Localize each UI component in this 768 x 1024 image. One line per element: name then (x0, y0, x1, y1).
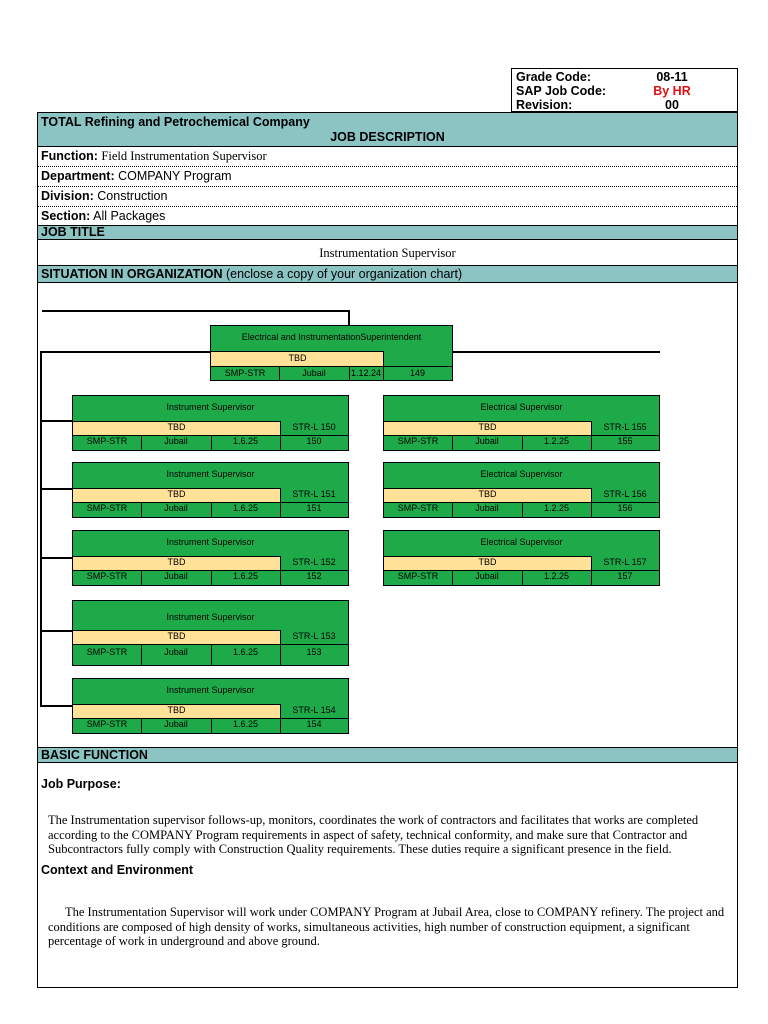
grade-code-value: 08-11 (656, 70, 688, 84)
department-row (38, 167, 737, 187)
org-box-instrument-supervisor (72, 600, 349, 666)
org-box-title: Instrument Supervisor (166, 685, 255, 695)
org-box-date: 1.6.25 (232, 571, 259, 581)
org-box-name: TBD (167, 705, 186, 715)
org-box-name: TBD (167, 422, 186, 432)
org-box-electrical-supervisor (383, 530, 660, 586)
org-box-date: 1.2.25 (543, 571, 570, 581)
org-line-left-branch (40, 351, 211, 353)
situation-heading: SITUATION IN ORGANIZATION (41, 267, 223, 281)
org-box-code: STR-L 154 (292, 705, 336, 715)
org-box-location: Jubail (164, 436, 188, 446)
org-box-number: 149 (409, 368, 426, 378)
org-box-location: Jubail (164, 719, 188, 729)
org-box-instrument-supervisor (72, 678, 349, 734)
org-box-dept: SMP-STR (224, 368, 266, 378)
org-box-title: Electrical Supervisor (480, 537, 563, 547)
situation-heading-row (41, 267, 462, 281)
org-line-left-vertical (40, 351, 42, 707)
org-box-dept: SMP-STR (86, 719, 128, 729)
org-box-number: 153 (306, 647, 322, 657)
function-value: Field Instrumentation Supervisor (101, 149, 267, 163)
org-box-date: 1.6.25 (232, 719, 259, 729)
org-box-name: TBD (288, 353, 307, 363)
org-box-location: Jubail (164, 647, 188, 657)
org-box-title: Instrument Supervisor (166, 612, 255, 622)
org-box-title: Instrument Supervisor (166, 402, 255, 412)
job-purpose-label: Job Purpose: (41, 777, 121, 791)
org-box-date: 1.12.24 (350, 368, 382, 378)
org-box-name: TBD (478, 422, 497, 432)
situation-note: (enclose a copy of your organization chart) (222, 267, 463, 281)
org-box-title: Electrical Supervisor (480, 402, 563, 412)
org-connector (40, 488, 73, 490)
org-box-name-cell (73, 488, 280, 503)
org-box-title: Electrical Supervisor (480, 469, 563, 479)
org-box-dept: SMP-STR (86, 647, 128, 657)
org-box-location: Jubail (475, 571, 499, 581)
org-box-name-cell (384, 488, 591, 503)
org-box-instrument-supervisor (72, 462, 349, 518)
section-label: Section: (41, 209, 91, 223)
org-box-title: Instrument Supervisor (166, 469, 255, 479)
org-box-name: TBD (167, 557, 186, 567)
org-box-code: STR-L 153 (292, 631, 336, 641)
org-box-number: 156 (617, 503, 633, 513)
org-box-name-cell (73, 421, 280, 436)
function-row (38, 147, 737, 167)
org-line-top-drop (348, 310, 350, 326)
org-box-name: TBD (167, 489, 186, 499)
company-name: TOTAL Refining and Petrochemical Company (41, 115, 310, 129)
sap-job-code-value: By HR (653, 84, 691, 98)
org-box-location: Jubail (164, 503, 188, 513)
department-label: Department: (41, 169, 115, 183)
org-box-code: STR-L 152 (292, 557, 336, 567)
org-box-date: 1.6.25 (232, 647, 259, 657)
function-label: Function: (41, 149, 98, 163)
org-box-date: 1.2.25 (543, 503, 570, 513)
org-box-name-cell (73, 704, 280, 719)
org-box-divider (211, 366, 452, 367)
org-box-location: Jubail (475, 436, 499, 446)
org-box-dept: SMP-STR (397, 571, 439, 581)
org-box-number: 152 (306, 571, 322, 581)
org-connector (40, 630, 73, 632)
org-box-name: TBD (478, 557, 497, 567)
department-value: COMPANY Program (118, 169, 232, 183)
document-title: JOB DESCRIPTION (330, 130, 445, 144)
org-box-dept: SMP-STR (86, 436, 128, 446)
org-connector (40, 705, 73, 707)
org-box-title: Electrical and InstrumentationSuperintendent (241, 332, 422, 342)
basic-function-header (38, 747, 737, 763)
grade-code-label: Grade Code: (516, 70, 592, 84)
org-box-code: STR-L 151 (292, 489, 336, 499)
org-box-name-cell (211, 351, 384, 367)
situation-header (38, 266, 737, 283)
org-box-name-cell (384, 556, 591, 571)
org-line-right-branch (452, 351, 660, 353)
org-box-location: Jubail (164, 571, 188, 581)
org-box-dept: SMP-STR (397, 436, 439, 446)
org-box-number: 150 (306, 436, 322, 446)
division-row (38, 187, 737, 207)
form-header (38, 113, 737, 147)
grade-code-box (511, 68, 738, 112)
org-box-name: TBD (167, 631, 186, 641)
org-box-code: STR-L 156 (603, 489, 647, 499)
org-box-dept: SMP-STR (86, 571, 128, 581)
org-box-date: 1.6.25 (232, 503, 259, 513)
division-label: Division: (41, 189, 94, 203)
org-box-dept: SMP-STR (397, 503, 439, 513)
org-box-name-cell (73, 556, 280, 571)
job-title-value: Instrumentation Supervisor (38, 240, 737, 266)
division-value: Construction (97, 189, 168, 203)
org-box-dept: SMP-STR (86, 503, 128, 513)
org-box-name-cell (73, 630, 280, 645)
org-line-top (42, 310, 349, 312)
org-box-title: Instrument Supervisor (166, 537, 255, 547)
org-box-code: STR-L 155 (603, 422, 647, 432)
org-box-instrument-supervisor (72, 530, 349, 586)
org-box-date: 1.6.25 (232, 436, 259, 446)
org-box-number: 154 (306, 719, 322, 729)
basic-function-heading: BASIC FUNCTION (41, 748, 148, 762)
sap-job-code-label: SAP Job Code: (516, 84, 607, 98)
context-text: The Instrumentation Supervisor will work under COMPANY Program at Jubail Area, close to COMPANY refinery. The project and conditions are composed of high density of works, simultaneous activities, high number of construction equipment, a significant percentage of work in underground and above ground. (48, 905, 725, 948)
org-box-electrical-supervisor (383, 395, 660, 451)
org-box-code: STR-L 150 (292, 422, 336, 432)
org-box-name-cell (384, 421, 591, 436)
org-box-code: STR-L 157 (603, 557, 647, 567)
section-value: All Packages (93, 209, 166, 223)
org-connector (40, 420, 73, 422)
org-box-number: 151 (306, 503, 322, 513)
job-title-heading: JOB TITLE (41, 225, 105, 239)
org-box-electrical-supervisor (383, 462, 660, 518)
org-box-location: Jubail (475, 503, 499, 513)
context-label: Context and Environment (41, 863, 194, 877)
org-box-location: Jubail (302, 368, 326, 378)
org-box-name: TBD (478, 489, 497, 499)
revision-value: 00 (665, 98, 679, 112)
org-connector (40, 557, 73, 559)
org-box-instrument-supervisor (72, 395, 349, 451)
org-box-number: 155 (617, 436, 633, 446)
org-box-superintendent (210, 325, 453, 381)
job-title-header (38, 225, 737, 240)
revision-label: Revision: (516, 98, 573, 112)
org-box-number: 157 (617, 571, 633, 581)
org-box-date: 1.2.25 (543, 436, 570, 446)
job-purpose-text: The Instrumentation supervisor follows-up, monitors, coordinates the work of contractors and facilitates that works are completed according to the COMPANY Program requirements in aspect of safety, technical conformity, and make sure that Contractor and Subcontractors fully comply with Construction Quality requirements. These duties require a significant presence in the field. (48, 813, 699, 856)
section-row (38, 207, 737, 227)
